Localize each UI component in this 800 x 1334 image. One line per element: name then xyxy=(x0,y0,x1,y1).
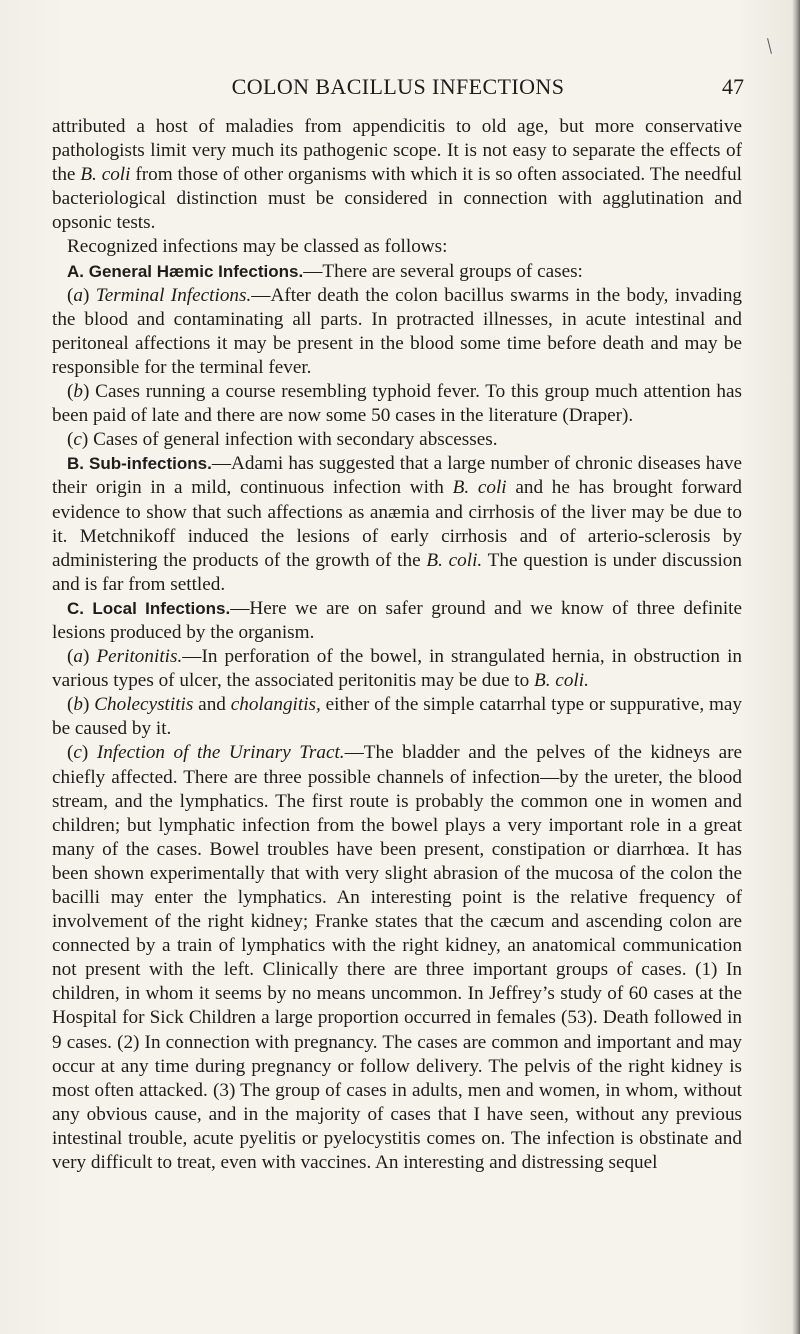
text-run: —Adami has suggested that a large number of chronic diseases have their origin in a mild, continuous infection with xyxy=(52,453,742,499)
text-run: and xyxy=(193,694,231,716)
text-run: —In perforation of the bowel, in strangulated hernia, in obstruction in various types of ulcer, the associated peritonitis may be due to xyxy=(52,646,742,692)
italic-text: B. coli. xyxy=(426,549,483,571)
section-heading: B. Sub-infections. xyxy=(67,454,212,474)
body-text xyxy=(52,115,742,1175)
italic-text: B. coli. xyxy=(533,670,589,692)
italic-text: a xyxy=(73,284,83,306)
text-run: ) xyxy=(82,646,97,668)
text-run: —There are several groups of cases: xyxy=(303,260,583,282)
italic-text: a xyxy=(73,646,83,668)
italic-text: Terminal Infections. xyxy=(95,284,252,306)
text-run: ) xyxy=(82,694,95,716)
italic-text: Cholecystitis xyxy=(94,694,194,716)
text-run: —After death the colon bacillus swarms in the body, invading the blood and contaminating all parts. In protracted illnesses, in acute intestinal and peritoneal affections it may be present in the blood some time before death and may be responsible for the terminal fever. xyxy=(52,284,743,378)
text-run: ( xyxy=(67,694,74,716)
paragraph xyxy=(52,597,742,645)
italic-text: b xyxy=(73,381,83,403)
paragraph xyxy=(52,741,742,1175)
page-header xyxy=(52,74,744,102)
page-edge-shadow xyxy=(792,0,800,1334)
section-heading: A. General Hæmic Infections. xyxy=(67,261,304,281)
italic-text: cholangitis, xyxy=(230,694,321,716)
paragraph xyxy=(52,693,742,741)
text-run: and he has brought forward evidence to show that such affections as anæmia and cirrhosis of the liver may be due to it. Metchnikoff induced the lesions of early cirrhosis and of arterio-sclerosis by administering the products of the growth of the xyxy=(52,477,743,571)
text-run: ) xyxy=(81,742,97,764)
paragraph xyxy=(52,235,742,259)
italic-text: B. coli xyxy=(80,164,131,186)
italic-text: b xyxy=(73,694,83,716)
text-run: Recognized infections may be classed as follows: xyxy=(67,236,448,258)
paragraph xyxy=(52,645,742,693)
text-run: ( xyxy=(67,284,74,306)
text-run: ) Cases running a course resembling typhoid fever. To this group much attention has been paid of late and there are now some 50 cases in the literature (Draper). xyxy=(52,381,742,427)
text-run: ( xyxy=(67,429,74,451)
text-run: —Here we are on safer ground and we know of three definite lesions produced by the organism. xyxy=(52,597,742,643)
italic-text: c xyxy=(73,742,82,764)
paragraph xyxy=(52,452,742,597)
text-run: ) Cases of general infection with secondary abscesses. xyxy=(81,429,498,451)
italic-text: Peritonitis. xyxy=(96,646,183,668)
paragraph xyxy=(52,380,742,428)
text-run: ( xyxy=(67,646,74,668)
paragraph xyxy=(52,115,742,235)
italic-text: c xyxy=(73,429,82,451)
italic-text: Infection of the Urinary Tract. xyxy=(96,742,345,764)
text-run: The question is under discussion and is far from settled. xyxy=(52,549,742,595)
margin-mark xyxy=(767,38,772,54)
paragraph xyxy=(52,260,742,284)
text-run: —The bladder and the pelves of the kidneys are chiefly affected. There are three possible channels of infection—by the ureter, the blood stream, and the lymphatics. The first route is probably the common one in women and children; but lymphatic infection from the bowel plays a very important role in a great many of the cases. Bowel troubles have been present, constipation or diarrhœa. It has been shown experimentally that with very slight abrasion of the mucosa of the colon the bacilli may enter the lymphatics. An interesting point is the relative frequency of involvement of the right kidney; Franke states that the cæcum and ascending colon are connected by a train of lymphatics with the right kidney, an anatomical communication not present with the left. Clinically there are three important groups of cases. (1) In children, in whom it seems by no means uncommon. In Jeffrey’s study of 60 cases at the Hospital for Sick Children a large proportion occurred in females (53). Death followed in 9 cases. (2) In connection with pregnancy. The cases are common and important and may occur at any time during pregnancy or follow delivery. The pelvis of the right kidney is most often attacked. (3) The group of cases in adults, men and women, in whom, without any obvious cause, and in the majority of cases that I have seen, without any previous intestinal trouble, acute pyelitis or pyelocystitis comes on. The infection is obstinate and very difficult to treat, even with vaccines. An interesting and distressing sequel xyxy=(52,742,742,1174)
paragraph xyxy=(52,428,742,452)
text-run: ( xyxy=(67,742,74,764)
text-run: from those of other organisms with which it is so often associated. The needful bacteriological distinction must be considered in connection with agglutination and opsonic tests. xyxy=(52,164,742,234)
section-heading: C. Local Infections. xyxy=(67,598,231,618)
running-title: COLON BACILLUS INFECTIONS xyxy=(231,74,565,99)
text-run: ) xyxy=(82,284,96,306)
text-run: ( xyxy=(67,381,74,403)
paragraph xyxy=(52,284,742,380)
text-run: either of the simple catarrhal type or suppurative, may be caused by it. xyxy=(52,694,742,740)
italic-text: B. coli xyxy=(452,477,507,499)
page-number: 47 xyxy=(722,74,744,99)
text-run: attributed a host of maladies from appendicitis to old age, but more conservative pathologists limit very much its pathogenic scope. It is not easy to separate the effects of the xyxy=(52,116,742,186)
